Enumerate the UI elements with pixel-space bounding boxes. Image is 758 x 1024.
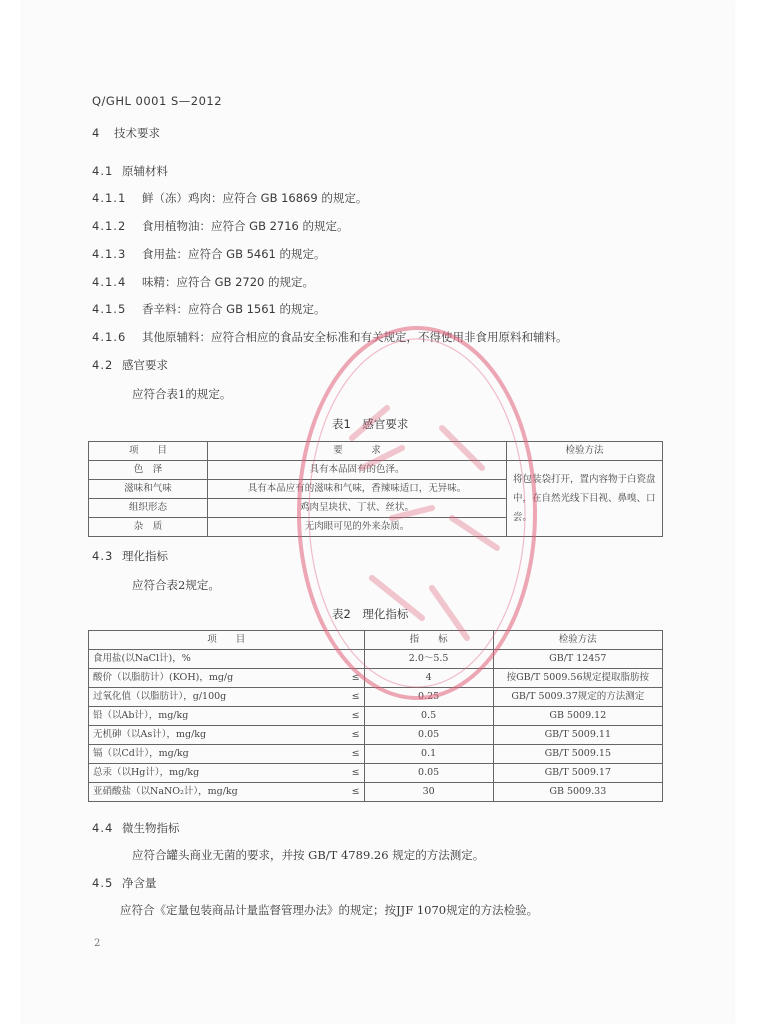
section-number: 4.2: [92, 358, 114, 372]
value-cell: 0.25: [364, 688, 493, 707]
table-row: [89, 726, 663, 745]
table-row: [89, 764, 663, 783]
section-4-2: [92, 358, 168, 372]
operator-cell: ≤: [340, 707, 365, 726]
table-row: [89, 783, 663, 802]
clause-number: 4.1.4: [92, 275, 127, 289]
item-cell: 亚硝酸盐（以NaNO₂计），mg/kg: [89, 783, 340, 802]
method-cell: GB/T 5009.17: [493, 764, 662, 783]
table-header-row: [89, 442, 663, 461]
table-row: [89, 669, 663, 688]
table1-caption: 表1 感官要求: [332, 417, 409, 431]
section-4: [92, 126, 160, 140]
table-cell: 具有本品固有的色泽。: [208, 461, 507, 480]
physicochemical-table: [88, 630, 663, 802]
table-cell: 鸡肉呈块状、丁状、丝状。: [208, 499, 507, 518]
value-cell: 2.0～5.5: [364, 650, 493, 669]
section-4-4-paragraph: 应符合罐头商业无菌的要求，并按 GB/T 4789.26 规定的方法测定。: [132, 848, 485, 862]
clause-text: 香辛料：应符合 GB 1561 的规定。: [142, 302, 326, 316]
item-cell: 镉（以Cd计），mg/kg: [89, 745, 340, 764]
section-4-4: [92, 821, 180, 835]
method-cell: GB/T 12457: [493, 650, 662, 669]
table-cell: 杂 质: [89, 518, 208, 537]
item-cell: 食用盐(以NaCl计)，%: [89, 650, 340, 669]
table-cell: 滋味和气味: [89, 480, 208, 499]
section-4-5: [92, 876, 157, 890]
method-cell: GB/T 5009.15: [493, 745, 662, 764]
operator-cell: ≤: [340, 669, 365, 688]
value-cell: 0.05: [364, 764, 493, 783]
table-header-cell: 项 目: [89, 442, 208, 461]
clause-4-1-6: [92, 330, 568, 344]
method-cell: GB 5009.33: [493, 783, 662, 802]
table-row: [89, 745, 663, 764]
table-header-cell: 检验方法: [493, 631, 662, 650]
section-number: 4.1: [92, 164, 114, 178]
operator-cell: [340, 650, 365, 669]
table-row: [89, 461, 663, 480]
section-title: 净含量: [122, 876, 157, 890]
operator-cell: ≤: [340, 764, 365, 783]
table-header-cell: 要 求: [208, 442, 507, 461]
section-4-3-paragraph: 应符合表2规定。: [132, 578, 220, 592]
method-cell: GB 5009.12: [493, 707, 662, 726]
clause-text: 鲜（冻）鸡肉：应符合 GB 16869 的规定。: [142, 191, 368, 205]
table-header-cell: 项 目: [89, 631, 365, 650]
operator-cell: ≤: [340, 688, 365, 707]
section-title: 理化指标: [122, 549, 168, 563]
clause-4-1-3: [92, 247, 326, 261]
section-4-2-paragraph: 应符合表1的规定。: [132, 387, 232, 401]
clause-number: 4.1.3: [92, 247, 127, 261]
clause-text: 味精：应符合 GB 2720 的规定。: [142, 275, 315, 289]
section-title: 微生物指标: [122, 821, 180, 835]
table-cell: 具有本品应有的滋味和气味，香辣味适口，无异味。: [208, 480, 507, 499]
section-title: 原辅材料: [122, 164, 168, 178]
clause-4-1-1: [92, 191, 367, 205]
clause-text: 其他原辅料：应符合相应的食品安全标准和有关规定，不得使用非食用原料和辅料。: [142, 330, 568, 344]
section-4-1: [92, 164, 168, 178]
clause-number: 4.1.2: [92, 219, 127, 233]
item-cell: 酸价（以脂肪计）(KOH)，mg/g: [89, 669, 340, 688]
clause-4-1-5: [92, 302, 326, 316]
operator-cell: ≤: [340, 783, 365, 802]
section-number: 4.5: [92, 876, 114, 890]
clause-4-1-2: [92, 219, 349, 233]
clause-text: 食用盐：应符合 GB 5461 的规定。: [142, 247, 326, 261]
page-number: 2: [94, 938, 101, 949]
method-cell: GB/T 5009.37规定的方法测定: [493, 688, 662, 707]
value-cell: 0.5: [364, 707, 493, 726]
clause-text: 食用植物油：应符合 GB 2716 的规定。: [142, 219, 349, 233]
item-cell: 无机砷（以As计），mg/kg: [89, 726, 340, 745]
table-header-cell: 检验方法: [507, 442, 663, 461]
method-cell: GB/T 5009.11: [493, 726, 662, 745]
section-4-5-paragraph: 应符合《定量包装商品计量监督管理办法》的规定；按JJF 1070规定的方法检验。: [120, 903, 539, 917]
operator-cell: ≤: [340, 726, 365, 745]
section-number: 4.4: [92, 821, 114, 835]
clause-number: 4.1.6: [92, 330, 127, 344]
section-number: 4.3: [92, 549, 114, 563]
operator-cell: ≤: [340, 745, 365, 764]
item-cell: 过氧化值（以脂肪计），g/100g: [89, 688, 340, 707]
sensory-table: [88, 441, 663, 537]
method-cell: 按GB/T 5009.56规定提取脂肪按: [493, 669, 662, 688]
value-cell: 0.05: [364, 726, 493, 745]
table-header-cell: 指 标: [364, 631, 493, 650]
table-cell: 组织形态: [89, 499, 208, 518]
section-4-3: [92, 549, 168, 563]
table-header-row: [89, 631, 663, 650]
document-header: Q/GHL 0001 S—2012: [92, 94, 223, 108]
table-row: [89, 707, 663, 726]
table-row: [89, 650, 663, 669]
section-title: 技术要求: [114, 126, 160, 140]
section-number: 4: [92, 126, 101, 140]
value-cell: 4: [364, 669, 493, 688]
item-cell: 总汞（以Hg计），mg/kg: [89, 764, 340, 783]
table-cell: 无肉眼可见的外来杂质。: [208, 518, 507, 537]
method-cell: 将包装袋打开，置内容物于白瓷盘中，在自然光线下目视、鼻嗅、口尝。: [507, 461, 663, 537]
table2-caption: 表2 理化指标: [332, 607, 409, 621]
clause-4-1-4: [92, 275, 314, 289]
item-cell: 铅（以Ab计），mg/kg: [89, 707, 340, 726]
value-cell: 0.1: [364, 745, 493, 764]
clause-number: 4.1.5: [92, 302, 127, 316]
section-title: 感官要求: [122, 358, 168, 372]
clause-number: 4.1.1: [92, 191, 127, 205]
table-cell: 色 泽: [89, 461, 208, 480]
table-row: [89, 688, 663, 707]
document-page: [22, 0, 734, 1024]
value-cell: 30: [364, 783, 493, 802]
